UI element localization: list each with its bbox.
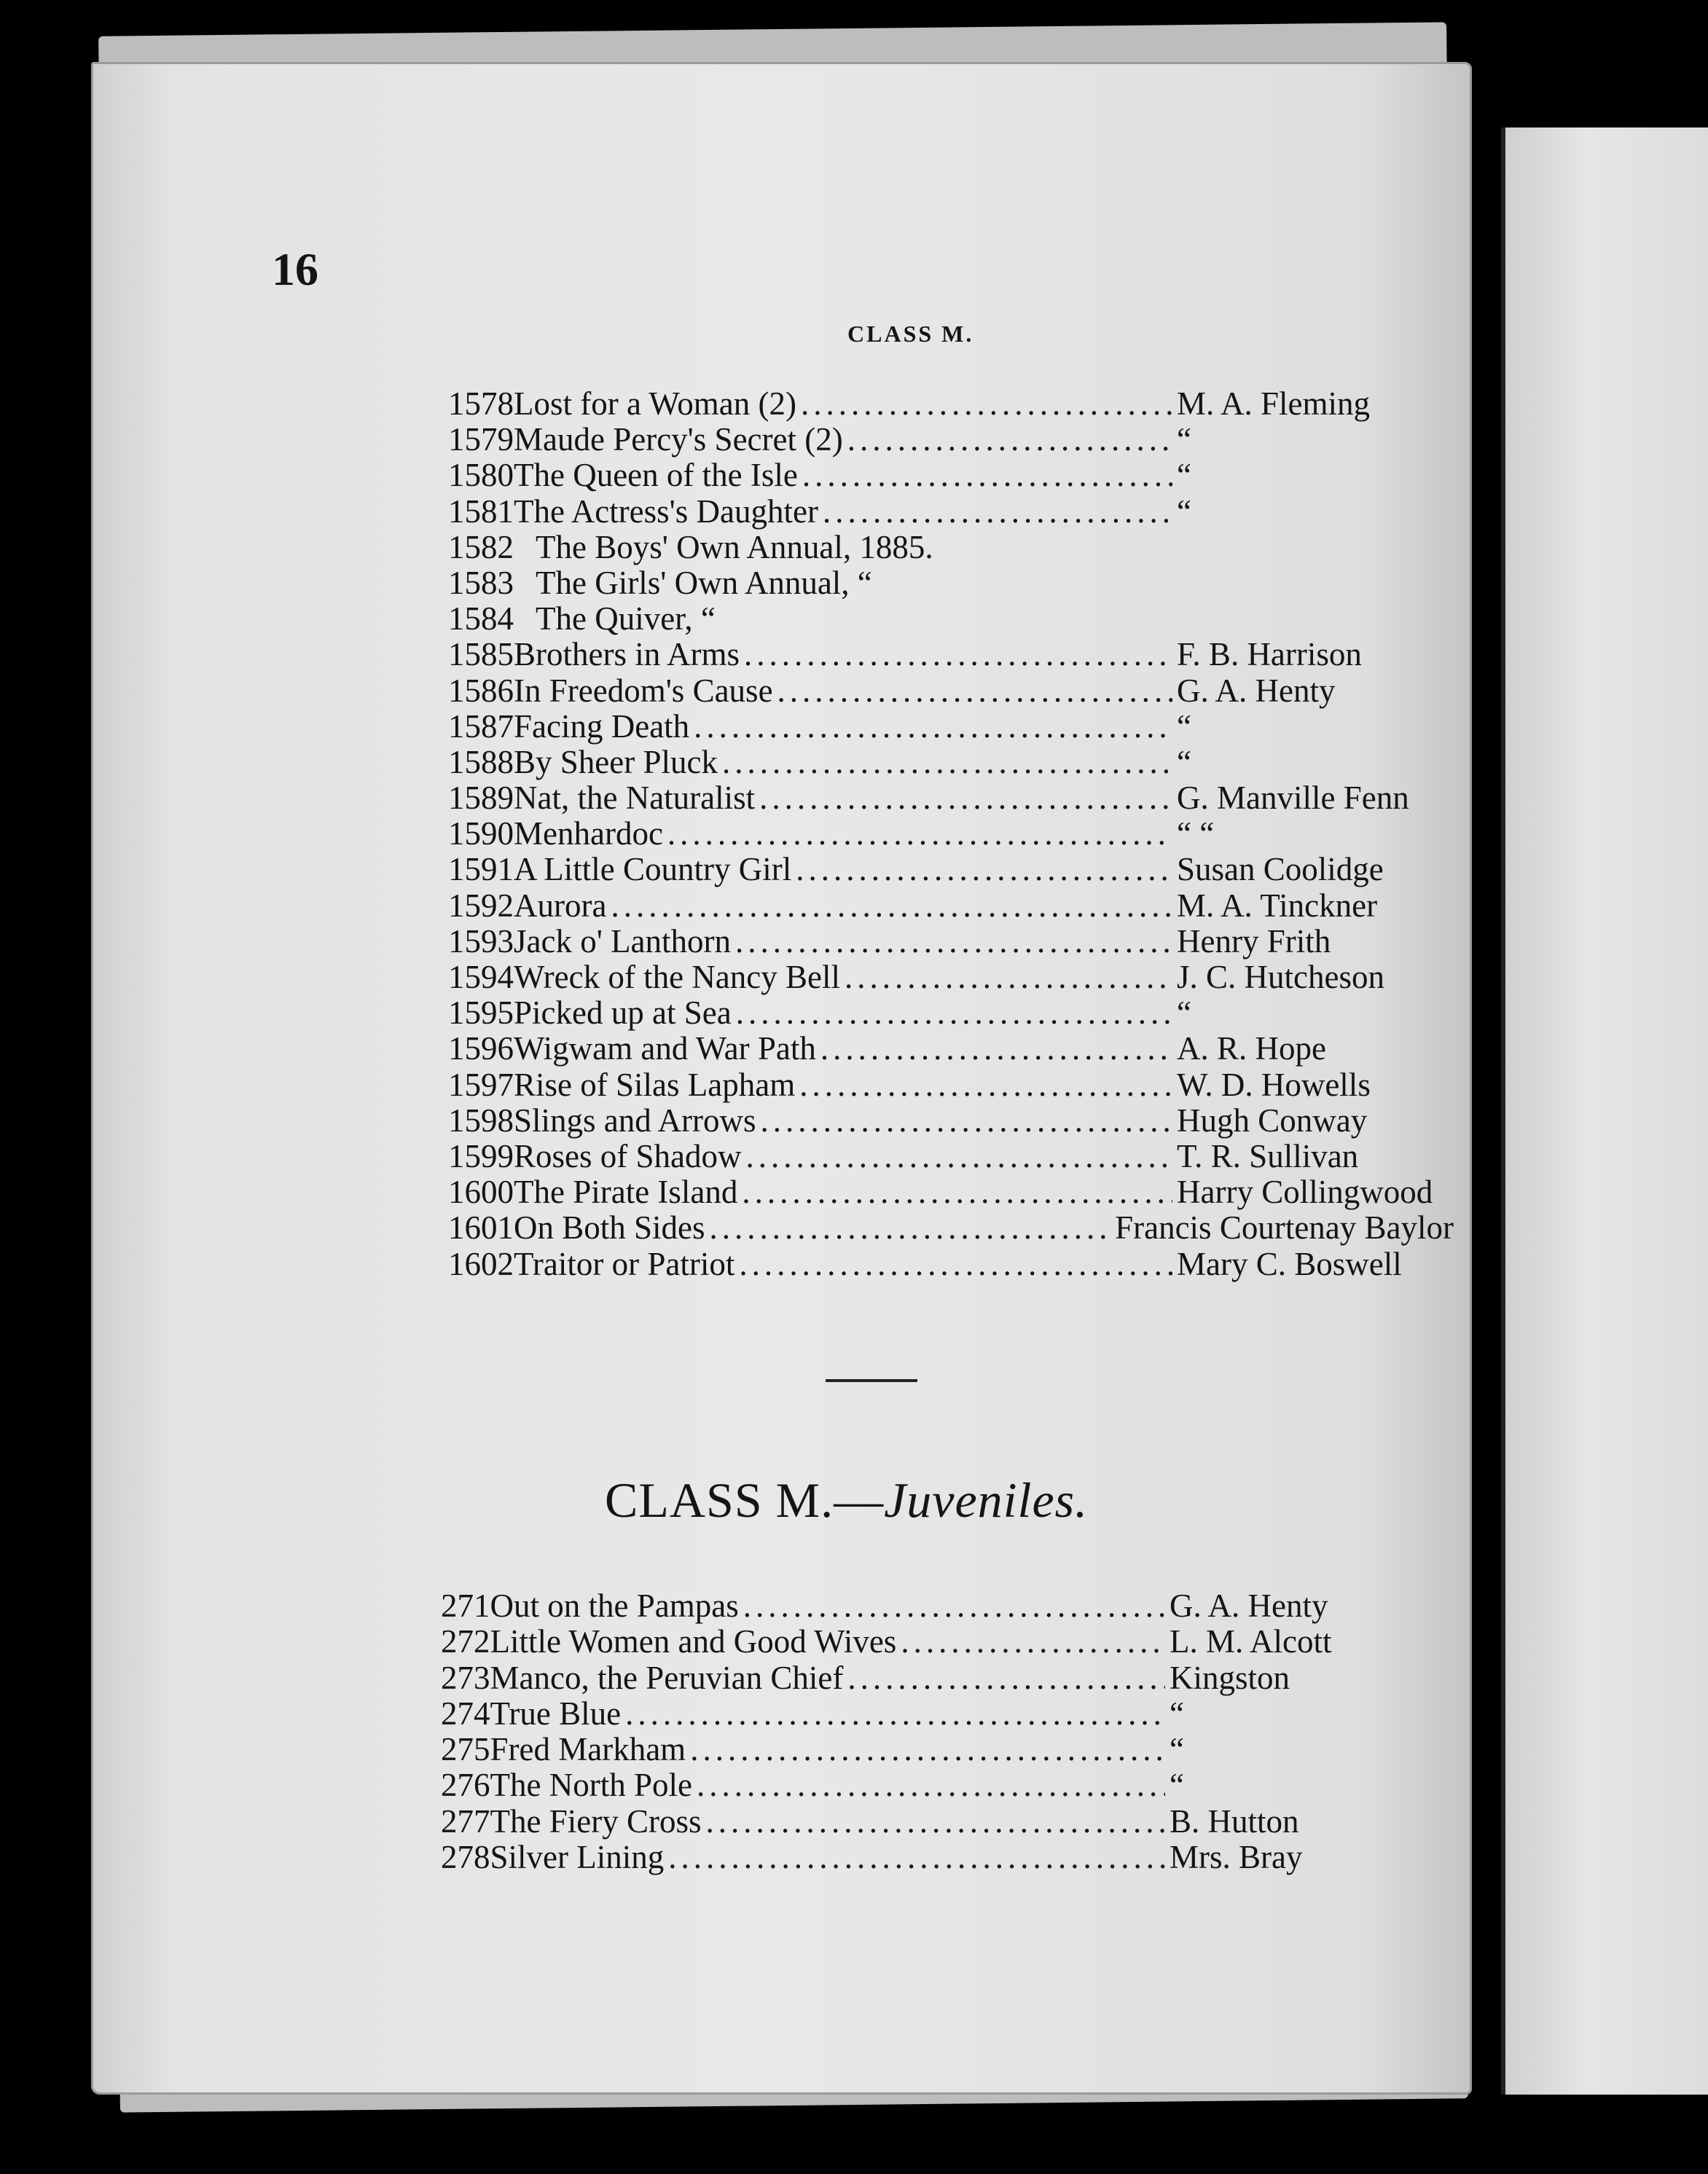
entry-author: “ “ (1177, 815, 1215, 852)
entry-author: “ (1177, 457, 1191, 494)
list-item (448, 816, 1454, 852)
entry-number: 278 (441, 1839, 490, 1876)
entry-title: Brothers in Arms (514, 636, 740, 673)
list-item (448, 1067, 1454, 1103)
entry-title: True Blue (490, 1695, 622, 1732)
list-item (441, 1624, 1446, 1660)
list-item (448, 995, 1454, 1031)
entry-title: In Freedom's Cause (514, 672, 773, 709)
entry-number: 1578 (448, 385, 514, 422)
list-item (441, 1840, 1446, 1875)
entry-author: “ (1177, 743, 1191, 780)
list-item (441, 1767, 1446, 1803)
entry-number: 1601 (448, 1209, 514, 1247)
dot-leader (845, 960, 1172, 995)
entry-title: Slings and Arrows (514, 1102, 756, 1139)
list-item (448, 1247, 1454, 1282)
dot-leader (744, 637, 1172, 672)
entry-title: The Pirate Island (514, 1174, 738, 1211)
list-item (448, 960, 1454, 995)
entry-author: “ (1177, 421, 1191, 458)
entry-number: 1600 (448, 1174, 514, 1211)
entry-author: M. A. Fleming (1177, 385, 1371, 422)
dot-leader (847, 422, 1172, 458)
entry-number: 1592 (448, 887, 514, 924)
entry-number: 1591 (448, 851, 514, 888)
list-item (448, 422, 1454, 458)
list-item (448, 852, 1454, 887)
entry-title: Facing Death (514, 707, 690, 745)
entry-number: 274 (441, 1695, 490, 1732)
dot-leader (743, 1588, 1165, 1624)
list-item (448, 888, 1454, 924)
list-item (441, 1588, 1446, 1624)
list-item (448, 637, 1454, 672)
entry-author: Mrs. Bray (1170, 1839, 1303, 1876)
dot-leader (735, 924, 1172, 960)
section-divider (826, 1379, 917, 1382)
dot-leader (746, 1139, 1173, 1174)
entry-author: “ (1170, 1731, 1184, 1768)
list-item (448, 1139, 1454, 1174)
entry-title: Menhardoc (514, 815, 663, 852)
dot-leader (801, 386, 1172, 422)
entry-number: 273 (441, 1659, 490, 1696)
entry-number: 271 (441, 1588, 490, 1624)
dot-leader (705, 1804, 1165, 1840)
list-item (441, 1696, 1446, 1732)
list-item (448, 673, 1454, 709)
dot-leader (802, 458, 1172, 493)
dot-leader (799, 1067, 1172, 1103)
entry-title: Rise of Silas Lapham (514, 1066, 796, 1103)
entry-number: 272 (441, 1623, 490, 1660)
entry-title: The North Pole (490, 1767, 692, 1804)
entry-author: Kingston (1170, 1659, 1290, 1696)
entry-author: J. C. Hutcheson (1177, 959, 1384, 995)
list-item (441, 1660, 1446, 1696)
list-item (448, 924, 1454, 960)
list-item (448, 780, 1454, 816)
dot-leader (690, 1732, 1165, 1767)
entry-title: The Boys' Own Annual, 1885. (536, 528, 933, 565)
entry-title: The Quiver, “ (536, 600, 716, 637)
entry-author: “ (1177, 493, 1191, 530)
entry-author: Mary C. Boswell (1177, 1245, 1402, 1282)
entry-number: 1587 (448, 707, 514, 745)
list-item (441, 1732, 1446, 1767)
entry-number: 1597 (448, 1066, 514, 1103)
dot-leader (710, 1210, 1111, 1246)
dot-leader (667, 816, 1172, 852)
entry-author: M. A. Tinckner (1177, 887, 1378, 924)
entry-author: “ (1170, 1695, 1184, 1732)
entry-number: 275 (441, 1731, 490, 1768)
dot-leader (694, 709, 1172, 745)
dot-leader (820, 1031, 1172, 1067)
entry-title: Nat, the Naturalist (514, 780, 756, 817)
entry-author: T. R. Sullivan (1177, 1137, 1359, 1174)
entry-number: 1583 (448, 564, 514, 601)
entry-title: By Sheer Pluck (514, 743, 718, 780)
entry-number: 276 (441, 1767, 490, 1804)
entry-title: A Little Country Girl (514, 851, 792, 888)
dot-leader (739, 1247, 1172, 1282)
entry-number: 1579 (448, 421, 514, 458)
entry-number: 1594 (448, 959, 514, 995)
dot-leader (761, 1103, 1172, 1139)
entry-number: 1595 (448, 994, 514, 1032)
entry-title: Aurora (514, 887, 607, 924)
entry-title: Maude Percy's Secret (2) (514, 421, 843, 458)
entry-title: Lost for a Woman (2) (514, 385, 796, 422)
list-item (448, 1174, 1454, 1210)
entry-author: G. A. Henty (1170, 1588, 1328, 1624)
list-item (441, 1804, 1446, 1840)
dot-leader (697, 1767, 1165, 1803)
dot-leader (736, 995, 1172, 1031)
list-item (448, 1210, 1454, 1246)
entry-author: “ (1177, 994, 1191, 1032)
entry-number: 1586 (448, 672, 514, 709)
entry-number: 1580 (448, 457, 514, 494)
entry-author: W. D. Howells (1177, 1066, 1371, 1103)
entry-author: Susan Coolidge (1177, 851, 1384, 888)
entry-author: F. B. Harrison (1177, 636, 1362, 673)
entry-title: Traitor or Patriot (514, 1245, 735, 1282)
list-item (448, 1103, 1454, 1139)
entry-author: L. M. Alcott (1170, 1623, 1332, 1660)
entry-number: 1582 (448, 528, 514, 565)
entry-number: 1581 (448, 493, 514, 530)
entry-number: 1599 (448, 1137, 514, 1174)
entry-title: Wigwam and War Path (514, 1030, 816, 1067)
entry-author: G. A. Henty (1177, 672, 1336, 709)
entry-title: Wreck of the Nancy Bell (514, 959, 841, 995)
entry-number: 1593 (448, 922, 514, 960)
entry-title: Roses of Shadow (514, 1137, 742, 1174)
dot-leader (847, 1660, 1165, 1696)
catalog-page (91, 62, 1472, 2095)
class-m-list (448, 386, 1454, 1282)
entry-author: A. R. Hope (1177, 1030, 1326, 1067)
entry-number: 1598 (448, 1102, 514, 1139)
entry-title: The Girls' Own Annual, “ (536, 564, 872, 601)
dot-leader (759, 780, 1172, 816)
list-item (448, 386, 1454, 422)
entry-author: B. Hutton (1170, 1802, 1299, 1840)
list-item (448, 458, 1454, 493)
page-number: 16 (272, 243, 318, 295)
entry-author: Francis Courtenay Baylor (1115, 1209, 1454, 1247)
dot-leader (625, 1696, 1165, 1732)
entry-title: On Both Sides (514, 1209, 705, 1247)
entry-number: 1602 (448, 1245, 514, 1282)
list-item (448, 745, 1454, 780)
dot-leader (796, 852, 1172, 887)
entry-title: Jack o' Lanthorn (514, 922, 732, 960)
dot-leader (611, 888, 1172, 924)
entry-author: Henry Frith (1177, 922, 1331, 960)
entry-title: Fred Markham (490, 1731, 686, 1768)
dot-leader (823, 494, 1172, 530)
entry-title: Silver Lining (490, 1839, 665, 1876)
dot-leader (777, 673, 1172, 709)
entry-title: Picked up at Sea (514, 994, 732, 1032)
section-heading-text: CLASS M.— (605, 1472, 885, 1528)
section-heading-italic: Juveniles. (884, 1472, 1089, 1528)
running-head: CLASS M. (847, 321, 974, 347)
list-item (448, 1031, 1454, 1067)
juveniles-list (441, 1588, 1446, 1875)
facing-page-edge (1501, 127, 1708, 2095)
entry-number: 1588 (448, 743, 514, 780)
list-item (448, 565, 1454, 601)
entry-number: 1590 (448, 815, 514, 852)
entry-title: Out on the Pampas (490, 1588, 739, 1624)
entry-number: 1596 (448, 1030, 514, 1067)
entry-title: Manco, the Peruvian Chief (490, 1659, 844, 1696)
entry-number: 1589 (448, 780, 514, 817)
entry-author: Harry Collingwood (1177, 1174, 1433, 1211)
entry-author: G. Manville Fenn (1177, 780, 1409, 817)
entry-number: 1585 (448, 636, 514, 673)
entry-title: The Queen of the Isle (514, 457, 798, 494)
list-item (448, 494, 1454, 530)
dot-leader (668, 1840, 1165, 1875)
entry-number: 277 (441, 1802, 490, 1840)
dot-leader (722, 745, 1172, 780)
list-item (448, 530, 1454, 565)
entry-title: Little Women and Good Wives (490, 1623, 897, 1660)
entry-author: “ (1177, 707, 1191, 745)
entry-number: 1584 (448, 600, 514, 637)
list-item (448, 709, 1454, 745)
section-heading (605, 1472, 1088, 1529)
entry-title: The Actress's Daughter (514, 493, 818, 530)
entry-author: “ (1170, 1767, 1184, 1804)
entry-author: Hugh Conway (1177, 1102, 1368, 1139)
dot-leader (742, 1174, 1172, 1210)
list-item (448, 601, 1454, 637)
dot-leader (901, 1624, 1165, 1660)
entry-title: The Fiery Cross (490, 1802, 702, 1840)
